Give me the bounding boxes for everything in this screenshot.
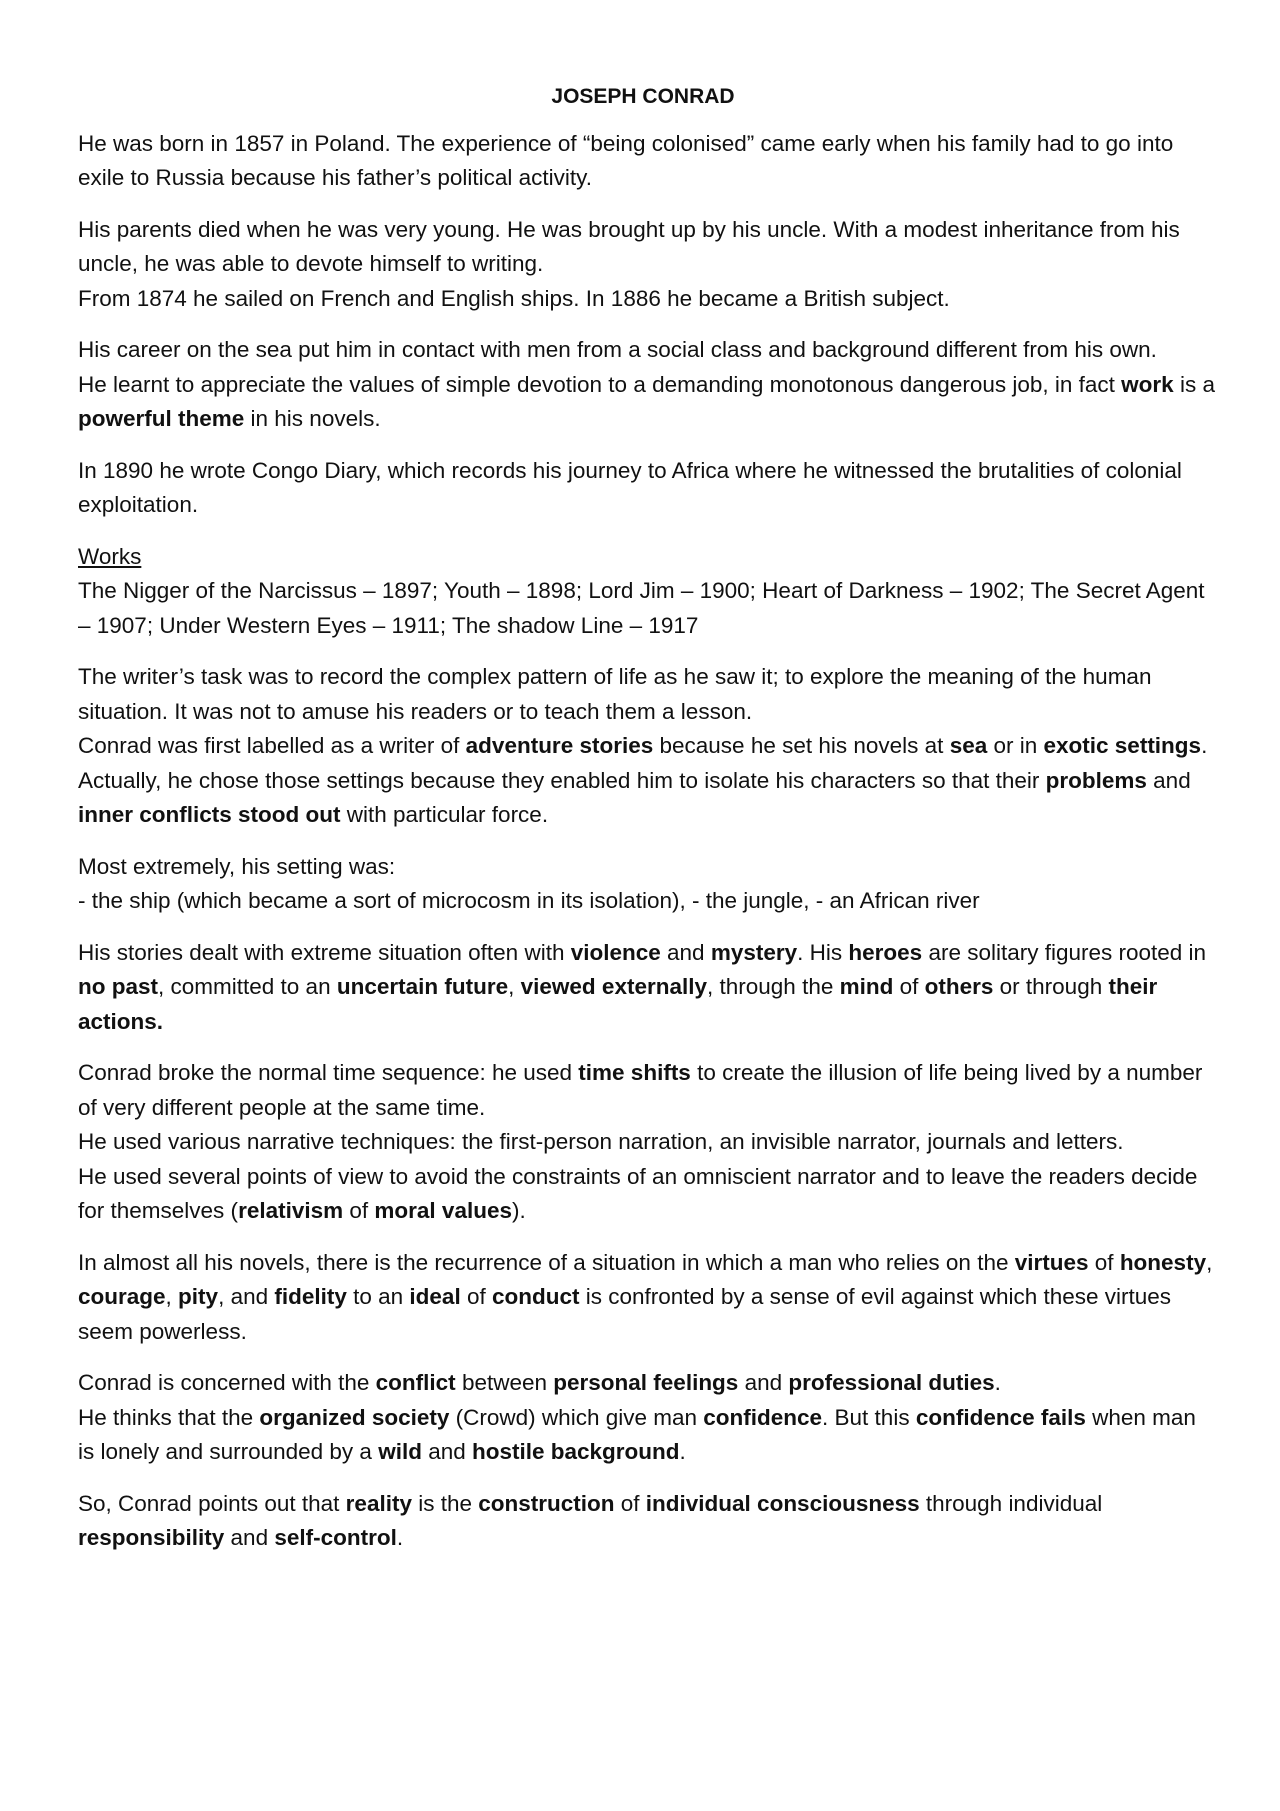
paragraph: [78, 1056, 1218, 1229]
text-run: is a: [1173, 371, 1215, 397]
paragraph: [78, 333, 1218, 437]
text-run: . His: [797, 939, 849, 965]
text-line: [78, 574, 1218, 643]
bold-text: organized society: [259, 1404, 450, 1430]
text-run: In 1890 he wrote Congo Diary, which records his journey to Africa where he witnessed the brutalities of colonial exploitation.: [78, 457, 1182, 517]
document-title: JOSEPH CONRAD: [551, 85, 735, 108]
text-run: and: [224, 1525, 275, 1550]
text-line: [78, 282, 1218, 317]
text-line: [78, 333, 1218, 368]
bold-text: relativism: [238, 1198, 344, 1223]
text-run: Conrad is concerned with the: [78, 1370, 376, 1395]
text-line: [78, 850, 1218, 885]
bold-text: courage: [78, 1284, 166, 1309]
text-run: or through: [993, 974, 1109, 999]
text-run: . But this: [822, 1404, 916, 1430]
paragraph: [78, 213, 1218, 317]
text-line: [78, 454, 1218, 523]
text-run: or in: [987, 733, 1044, 758]
text-line: [78, 936, 1218, 1040]
text-run: His career on the sea put him in contact with men from a social class and background different from his own.: [78, 337, 1157, 362]
text-run: , and: [218, 1284, 275, 1309]
bold-text: conduct: [491, 1284, 580, 1309]
text-run: in his novels.: [244, 406, 381, 431]
text-run: of: [343, 1198, 375, 1223]
text-run: .: [679, 1439, 686, 1464]
bold-text: inner conflicts stood out: [78, 802, 341, 827]
text-run: ,: [1206, 1249, 1213, 1275]
text-run: ).: [511, 1198, 526, 1223]
text-run: because he set his novels at: [653, 733, 950, 758]
text-run: is confronted by a sense of evil against which these virtues seem powerless.: [78, 1284, 1172, 1344]
text-line: [78, 1246, 1218, 1350]
text-run: .: [396, 1525, 404, 1550]
text-run: and: [738, 1370, 789, 1395]
text-run: ,: [165, 1284, 179, 1309]
bold-text: moral values: [374, 1198, 512, 1223]
text-run: The Nigger of the Narcissus – 1897; Youth – 1898; Lord Jim – 1900; Heart of Darkness – 1902; The Secret Agent – 1907; Under Western Eyes – 1911; The shadow Line – 1917: [78, 578, 1205, 638]
text-run: of: [893, 974, 925, 999]
paragraph: [78, 850, 1218, 919]
text-run: through individual: [919, 1490, 1103, 1516]
text-run: of: [1088, 1249, 1120, 1275]
text-run: His parents died when he was very young. He was brought up by his uncle. With a modest inheritance from his uncle, he was able to devote himself to writing.: [78, 216, 1180, 276]
text-run: He used several points of view to avoid the constraints of an omniscient narrator and to leave the readers decide for themselves (: [78, 1163, 1198, 1223]
section-heading: Works: [78, 543, 142, 569]
bold-text: individual consciousness: [645, 1490, 920, 1516]
text-run: In almost all his novels, there is the recurrence of a situation in which a man who relies on the: [78, 1249, 1015, 1275]
text-run: to create the illusion of life being lived by a number of very different people at the same time.: [78, 1060, 1203, 1120]
text-run: From 1874 he sailed on French and English ships. In 1886 he became a British subject.: [78, 285, 950, 311]
bold-text: mystery: [710, 939, 798, 965]
bold-text: powerful theme: [78, 406, 245, 431]
bold-text: hostile background: [472, 1439, 680, 1464]
text-line: [78, 127, 1218, 196]
bold-text: violence: [570, 939, 661, 965]
text-line: [78, 1056, 1218, 1125]
bold-text: no past: [78, 974, 159, 999]
text-run: - the ship (which became a sort of microcosm in its isolation), - the jungle, - an African river: [78, 888, 980, 913]
bold-text: virtues: [1014, 1249, 1089, 1275]
text-run: to an: [346, 1284, 410, 1309]
text-line: [78, 1125, 1218, 1160]
text-run: .: [994, 1370, 1001, 1395]
paragraph: [78, 936, 1218, 1040]
text-run: and: [421, 1439, 472, 1464]
bold-text: self-control: [274, 1525, 397, 1550]
document-page: [78, 80, 1218, 1573]
bold-text: conflict: [375, 1370, 456, 1395]
paragraph: [78, 540, 1218, 644]
text-line: [78, 1487, 1218, 1556]
text-run: . Actually, he chose those settings because they enabled him to isolate his characters so that their: [78, 733, 1208, 793]
text-line: [78, 729, 1218, 833]
text-run: The writer’s task was to record the complex pattern of life as he saw it; to explore the meaning of the human situation. It was not to amuse his readers or to teach them a lesson.: [78, 664, 1152, 724]
paragraph: [78, 127, 1218, 196]
text-run: He was born in 1857 in Poland. The experience of “being colonised” came early when his family had to go into exile to Russia because his father’s political activity.: [78, 130, 1174, 190]
text-line: [78, 368, 1218, 437]
paragraph: [78, 1487, 1218, 1556]
bold-text: ideal: [409, 1284, 461, 1309]
bold-text: mind: [839, 974, 894, 999]
text-run: are solitary figures rooted in: [922, 939, 1207, 965]
paragraph: [78, 1366, 1218, 1470]
text-run: He used various narrative techniques: the first-person narration, an invisible narrator, journals and letters.: [78, 1129, 1124, 1154]
text-run: Most extremely, his setting was:: [78, 853, 396, 879]
bold-text: heroes: [848, 939, 923, 965]
bold-text: fidelity: [274, 1284, 347, 1309]
bold-text: pity: [178, 1284, 219, 1309]
text-line: [78, 540, 1218, 575]
text-run: ,: [508, 974, 521, 999]
paragraph: [78, 454, 1218, 523]
text-run: is the: [411, 1490, 479, 1516]
bold-text: problems: [1045, 767, 1147, 793]
bold-text: construction: [478, 1490, 615, 1516]
bold-text: confidence fails: [915, 1404, 1086, 1430]
text-line: [78, 213, 1218, 282]
bold-text: confidence: [703, 1404, 823, 1430]
bold-text: personal feelings: [553, 1370, 739, 1395]
bold-text: adventure stories: [465, 733, 654, 758]
text-run: , through the: [707, 974, 840, 999]
text-run: and: [660, 939, 711, 965]
text-run: He learnt to appreciate the values of simple devotion to a demanding monotonous dangerous job, in fact: [78, 371, 1122, 397]
bold-text: their actions.: [78, 974, 1158, 1034]
bold-text: uncertain future: [336, 974, 509, 999]
text-run: Conrad was first labelled as a writer of: [78, 733, 466, 758]
text-line: [78, 1160, 1218, 1229]
bold-text: honesty: [1119, 1249, 1207, 1275]
text-run: with particular force.: [340, 802, 549, 827]
text-run: and: [1146, 767, 1191, 793]
bold-text: professional duties: [788, 1370, 995, 1395]
bold-text: wild: [378, 1439, 422, 1464]
text-run: He thinks that the: [78, 1404, 260, 1430]
text-run: His stories dealt with extreme situation often with: [78, 939, 571, 965]
bold-text: responsibility: [78, 1525, 225, 1550]
text-run: (Crowd) which give man: [449, 1404, 704, 1430]
text-run: between: [455, 1370, 554, 1395]
bold-text: viewed externally: [520, 974, 707, 999]
bold-text: time shifts: [578, 1060, 691, 1085]
bold-text: sea: [949, 733, 988, 758]
text-run: when man is lonely and surrounded by a: [78, 1404, 1196, 1464]
paragraph: [78, 1246, 1218, 1350]
text-line: [78, 660, 1218, 729]
bold-text: work: [1121, 371, 1174, 397]
paragraph: [78, 660, 1218, 833]
text-run: , committed to an: [158, 974, 337, 999]
bold-text: exotic settings: [1043, 733, 1202, 758]
text-run: So, Conrad points out that: [78, 1490, 346, 1516]
text-run: Conrad broke the normal time sequence: he used: [78, 1060, 579, 1085]
text-line: [78, 1401, 1218, 1470]
text-line: [78, 1366, 1218, 1401]
text-run: of: [460, 1284, 492, 1309]
bold-text: others: [924, 974, 994, 999]
document-body: [78, 127, 1218, 1556]
text-run: of: [614, 1490, 646, 1516]
bold-text: reality: [345, 1490, 412, 1516]
text-line: [78, 884, 1218, 919]
